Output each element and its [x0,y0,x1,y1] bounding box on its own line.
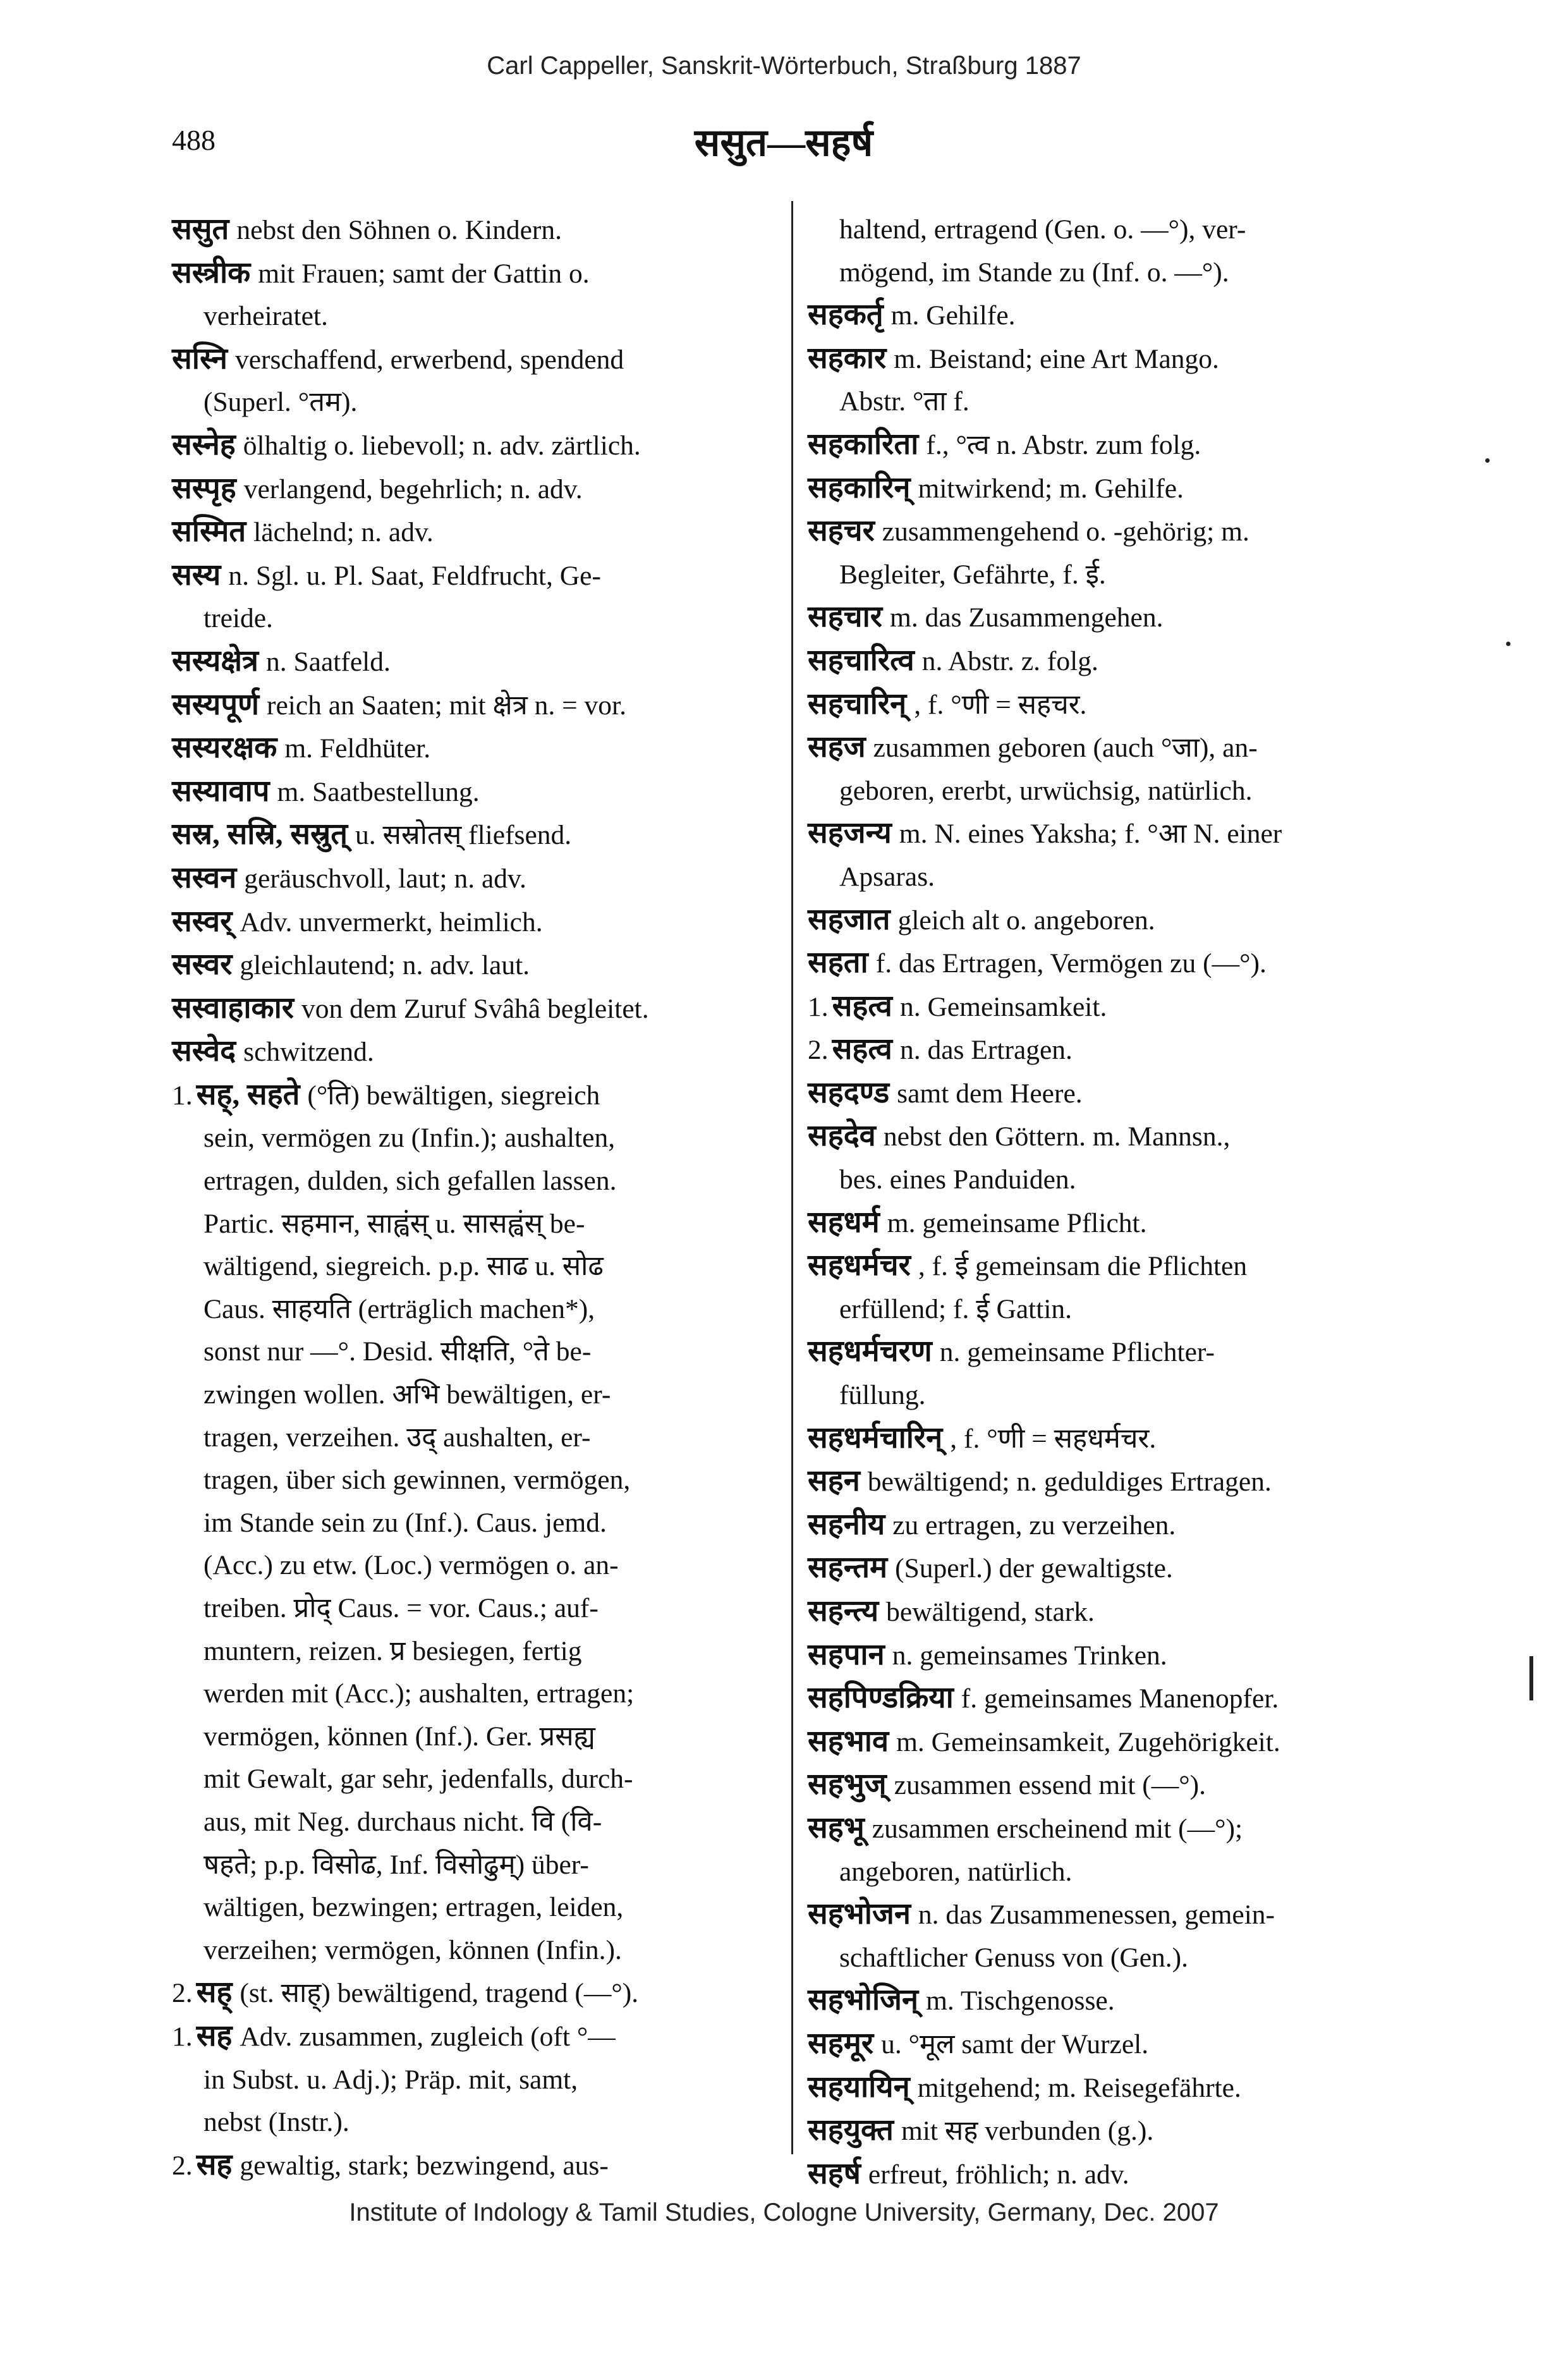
headword: सहजन्य [808,817,892,850]
headword: सस्यपूर्ण [172,688,259,721]
dictionary-entry [808,2023,1427,2066]
definition-line: mitgehend; m. Reisegefährte. [917,2072,1241,2103]
dictionary-entry [172,2015,779,2144]
headword: सहदेव [808,1119,876,1153]
definition-line: wältigen, bezwingen; ertragen, leiden, [204,1892,624,1923]
definition-line: erfreut, fröhlich; n. adv. [868,2159,1129,2190]
definition-line: n. Gemeinsamkeit. [899,991,1107,1022]
dictionary-entry [808,1677,1427,1721]
definition-line: geräuschvoll, laut; n. adv. [244,863,526,894]
definition-line: u. सस्रोतस् fliefsend. [355,820,572,851]
headword: सहन [808,1465,860,1498]
scan-mark [1506,642,1510,646]
definition-line: angeboren, natürlich. [839,1856,1073,1887]
definition-line: (st. साह्) bewältigend, tragend (—°). [240,1978,639,2009]
running-head: ससुत—सहर्ष [694,122,873,164]
definition-line: f., °त्व n. Abstr. zum folg. [926,429,1201,460]
dictionary-entry [808,1590,1427,1634]
dictionary-entry [172,944,779,987]
dictionary-entry [808,726,1427,812]
dictionary-entry [172,684,779,728]
homonym-number: 1. [172,1080,193,1111]
definition-line: (°ति) bewältigen, siegreich [307,1080,600,1111]
definition-line: tragen, über sich gewinnen, vermögen, [204,1465,631,1496]
dictionary-entry [808,812,1427,898]
definition-line: wältigend, siegreich. p.p. साढ u. सोढ [204,1251,604,1282]
archive-footer: Institute of Indology & Tamil Studies, Cologne University, Germany, Dec. 2007 [349,2199,1219,2226]
headword: सस्वन [172,861,237,894]
headword: सहकारिता [808,427,919,461]
definition-line: m. Gemeinsamkeit, Zugehörigkeit. [896,1726,1280,1757]
headword: सस्वेद [172,1035,236,1068]
dictionary-entry [172,554,779,640]
dictionary-entry [172,771,779,814]
headword: सस्नेह [172,428,236,461]
headword: सहपिण्डक्रिया [808,1681,954,1715]
dictionary-entry [808,2066,1427,2110]
definition-line: gleich alt o. angeboren. [897,905,1155,936]
headword: सहपान [808,1638,885,1671]
definition-line: Apsaras. [839,861,935,892]
headword: सस्वर् [172,905,233,938]
definition-line: Abstr. °ता f. [839,386,969,417]
definition-line: षहते; p.p. विसोढ, Inf. विसोढुम्) über- [204,1849,589,1880]
headword: सहता [808,946,868,980]
dictionary-entry [172,857,779,901]
definition-line: verschaffend, erwerbend, spendend [234,344,624,375]
definition-line: schaftlicher Genuss von (Gen.). [839,1942,1189,1973]
dictionary-entry [808,424,1427,467]
definition-line: n. gemeinsame Pflichter- [939,1337,1215,1368]
headword: सहचारिन् [808,687,907,721]
definition-line: f. gemeinsames Manenopfer. [961,1683,1279,1714]
definition-line: vermögen, können (Inf.). Ger. प्रसह्य [204,1721,595,1752]
definition-line: nebst den Göttern. m. Mannsn., [883,1121,1231,1152]
definition-line: , f. °णी = सहधर्मचर. [950,1423,1157,1454]
definition-line: zusammen erscheinend mit (—°); [872,1813,1243,1844]
definition-line: verheiratet. [204,301,328,332]
headword: सहमूर [808,2027,874,2060]
definition-line: ölhaltig o. liebevoll; n. adv. zärtlich. [243,430,641,461]
dictionary-entry [808,1634,1427,1678]
definition-line: m. Saatbestellung. [277,776,480,807]
dictionary-entry [172,987,779,1031]
dictionary-entry [808,338,1427,424]
definition-line: mit Gewalt, gar sehr, jedenfalls, durch- [204,1764,633,1795]
definition-line: n. Saatfeld. [265,646,391,677]
dictionary-entry [808,1764,1427,1807]
headword: सस्नि [172,342,228,375]
dictionary-entry [808,1504,1427,1547]
dictionary-entry [808,942,1427,985]
definition-line: Adv. zusammen, zugleich (oft °— [240,2021,616,2052]
dictionary-entry [808,1807,1427,1893]
dictionary-entry [172,1074,779,1972]
dictionary-entry [808,2109,1427,2153]
headword: सस्र, सस्रि, सस्रुत् [172,818,348,851]
headword: सह्, सहते [196,1078,300,1111]
definition-line: Caus. साहयति (erträglich machen*), [204,1293,595,1324]
dictionary-entry [172,814,779,857]
dictionary-entry [808,1721,1427,1764]
headword: सहकर्तृ [808,298,884,332]
definition-line: m. Gehilfe. [890,300,1016,331]
headword: सहभोजन [808,1898,911,1931]
headword: सह [196,2019,233,2053]
definition-line: treiben. प्रोद् Caus. = vor. Caus.; auf- [204,1593,599,1623]
definition-line: haltend, ertragend (Gen. o. —°), ver- [839,214,1246,245]
definition-line: Begleiter, Gefährte, f. ई. [839,559,1106,590]
definition-line: erfüllend; f. ई Gattin. [839,1293,1073,1324]
dictionary-entry [172,640,779,684]
definition-line: zu ertragen, zu verzeihen. [892,1510,1176,1540]
definition-line: n. das Zusammenessen, gemein- [918,1900,1275,1931]
dictionary-entry [172,727,779,771]
definition-line: m. gemeinsame Pflicht. [887,1207,1147,1238]
homonym-number: 1. [172,2021,193,2052]
headword: सहभू [808,1811,865,1845]
definition-line: verzeihen; vermögen, können (Infin.). [204,1934,622,1965]
headword: सहन्तम [808,1551,888,1585]
headword: सहधर्मचारिन् [808,1421,943,1455]
headword: सहभुज् [808,1768,887,1802]
headword: सस्पृह [172,472,236,505]
dictionary-entry [808,1893,1427,1979]
definition-line: aus, mit Neg. durchaus nicht. वि (वि- [204,1806,602,1837]
dictionary-entry [172,1972,779,2015]
headword: सस्वाहाकार [172,991,294,1025]
dictionary-entry [808,1115,1427,1201]
definition-line: bewältigend; n. geduldiges Ertragen. [867,1467,1272,1498]
dictionary-entry [808,596,1427,640]
definition-line: n. das Ertragen. [899,1035,1073,1066]
page-number: 488 [172,124,216,156]
dictionary-entry [808,985,1427,1029]
headword: सहदण्ड [808,1076,890,1109]
dictionary-entry [808,683,1427,727]
definition-line: bewältigend, stark. [886,1597,1095,1627]
definition-line: (Superl. °तम). [204,387,358,418]
dictionary-entry [808,2153,1427,2197]
definition-line: mitwirkend; m. Gehilfe. [918,473,1184,504]
right-column [808,209,1427,2196]
headword: सहधर्मचर [808,1249,911,1283]
definition-line: (Acc.) zu etw. (Loc.) vermögen o. an- [204,1550,619,1581]
definition-line: tragen, verzeihen. उद् aushalten, er- [204,1422,591,1453]
dictionary-entry [172,252,779,338]
headword: सहत्व [832,989,892,1023]
headword: सस्वर [172,948,233,982]
dictionary-entry [172,901,779,944]
homonym-number: 2. [172,2150,193,2181]
column-divider [791,201,793,2154]
definition-line: sonst nur —°. Desid. सीक्षति, °ते be- [204,1336,592,1367]
dictionary-entry [172,468,779,511]
headword: सहधर्म [808,1205,880,1239]
definition-line: zusammengehend o. -gehörig; m. [882,516,1249,547]
definition-line: , f. °णी = सहचर. [914,689,1087,720]
dictionary-entry [808,1072,1427,1116]
dictionary-entry [172,209,779,252]
scan-mark [1529,1656,1533,1700]
archive-header: Carl Cappeller, Sanskrit-Wörterbuch, Straßburg 1887 [487,52,1081,80]
headword: सहयुक्त [808,2114,894,2147]
definition-line: ertragen, dulden, sich gefallen lassen. [204,1166,617,1197]
dictionary-entry [808,1979,1427,2023]
definition-line: Adv. unvermerkt, heimlich. [240,906,543,937]
definition-line: reich an Saaten; mit क्षेत्र n. = vor. [267,690,626,721]
definition-line: treide. [204,603,273,634]
dictionary-entry [808,899,1427,943]
definition-line: geboren, ererbt, urwüchsig, natürlich. [839,775,1253,806]
dictionary-entry [172,424,779,468]
dictionary-entry [808,510,1427,596]
definition-line: zwingen wollen. अभि bewältigen, er- [204,1379,611,1410]
homonym-number: 2. [808,1035,829,1066]
dictionary-entry [808,1417,1427,1461]
definition-line: samt dem Heere. [897,1078,1083,1109]
dictionary-entry [808,467,1427,511]
dictionary-entry [808,640,1427,683]
definition-line: werden mit (Acc.); aushalten, ertragen; [204,1678,635,1709]
definition-line: f. das Ertragen, Vermögen zu (—°). [875,948,1267,979]
definition-line: Partic. सहमान, साह्वंस् u. सासह्वंस् be- [204,1208,585,1239]
homonym-number: 1. [808,991,829,1022]
definition-line: mit सह verbunden (g.). [901,2116,1154,2147]
headword: सस्यरक्षक [172,731,277,765]
definition-line: füllung. [839,1380,926,1411]
definition-line: von dem Zuruf Svâhâ begleitet. [301,993,649,1024]
definition-line: im Stande sein zu (Inf.). Caus. jemd. [204,1507,607,1538]
headword: सस्त्रीक [172,256,251,290]
definition-line: m. das Zusammengehen. [889,602,1164,633]
headword: सहभोजिन् [808,1984,919,2017]
headword: सहकार [808,341,887,375]
definition-line: gleichlautend; n. adv. laut. [240,950,530,981]
headword: सहजात [808,903,890,936]
definition-line: mit Frauen; samt der Gattin o. [258,258,590,289]
headword: सहभाव [808,1724,889,1758]
definition-line: nebst den Söhnen o. Kindern. [236,215,562,245]
definition-line: in Subst. u. Adj.); Präp. mit, samt, [204,2064,578,2095]
definition-line: sein, vermögen zu (Infin.); aushalten, [204,1123,616,1154]
definition-line: (Superl.) der gewaltigste. [895,1553,1173,1584]
headword: सस्यक्षेत्र [172,644,258,678]
headword: सहचार [808,601,882,634]
headword: सहयायिन् [808,2070,910,2104]
dictionary-entry [808,209,1427,294]
homonym-number: 2. [172,1978,193,2009]
definition-line: nebst (Instr.). [204,2107,349,2138]
definition-line: m. Tischgenosse. [926,1986,1115,2016]
definition-line: m. Beistand; eine Art Mango. [894,343,1219,374]
dictionary-entry [808,1202,1427,1245]
dictionary-entry [808,294,1427,338]
headword: सह [196,2148,233,2181]
headword: सहर्ष [808,2157,861,2190]
definition-line: m. N. eines Yaksha; f. °आ N. einer [899,819,1282,850]
headword: सस्मित [172,515,246,549]
definition-line: u. °मूल samt der Wurzel. [881,2029,1149,2059]
definition-line: muntern, reizen. प्र besiegen, fertig [204,1635,582,1666]
dictionary-entry [172,338,779,424]
headword: सस्य [172,558,221,592]
headword: ससुत [172,213,229,246]
dictionary-entry [172,511,779,554]
definition-line: lächelnd; n. adv. [253,517,434,548]
headword: सहचर [808,515,875,548]
definition-line: n. Abstr. z. folg. [921,645,1098,676]
definition-line: gewaltig, stark; bezwingend, aus- [240,2150,609,2181]
definition-line: schwitzend. [243,1037,374,1068]
headword: सहन्त्य [808,1595,879,1628]
definition-line: n. Sgl. u. Pl. Saat, Feldfrucht, Ge- [228,560,601,591]
definition-line: zusammen essend mit (—°). [894,1770,1206,1801]
dictionary-entry [808,1460,1427,1504]
dictionary-entry [172,1030,779,1074]
headword: सहधर्मचरण [808,1335,932,1369]
definition-line: m. Feldhüter. [284,733,431,764]
dictionary-entry [808,1331,1427,1417]
headword: सहत्व [832,1033,892,1066]
definition-line: , f. ई gemeinsam die Pflichten [918,1251,1248,1282]
headword: सहकारिन् [808,471,911,504]
definition-line: verlangend, begehrlich; n. adv. [243,473,583,504]
definition-line: n. gemeinsames Trinken. [892,1640,1167,1671]
definition-line: bes. eines Panduiden. [839,1164,1076,1195]
dictionary-entry [172,2144,779,2188]
definition-line: mögend, im Stande zu (Inf. o. —°). [839,257,1229,288]
definition-line: zusammen geboren (auch °जा), an- [873,733,1258,764]
left-column [172,209,779,2187]
headword: सहनीय [808,1508,885,1541]
scan-mark [1485,458,1490,463]
dictionary-entry [808,1028,1427,1072]
headword: सस्यावाप [172,774,270,808]
dictionary-entry [808,1547,1427,1590]
headword: सहचारित्व [808,644,915,677]
headword: सह् [196,1976,233,2010]
dictionary-entry [808,1245,1427,1331]
headword: सहज [808,731,866,764]
